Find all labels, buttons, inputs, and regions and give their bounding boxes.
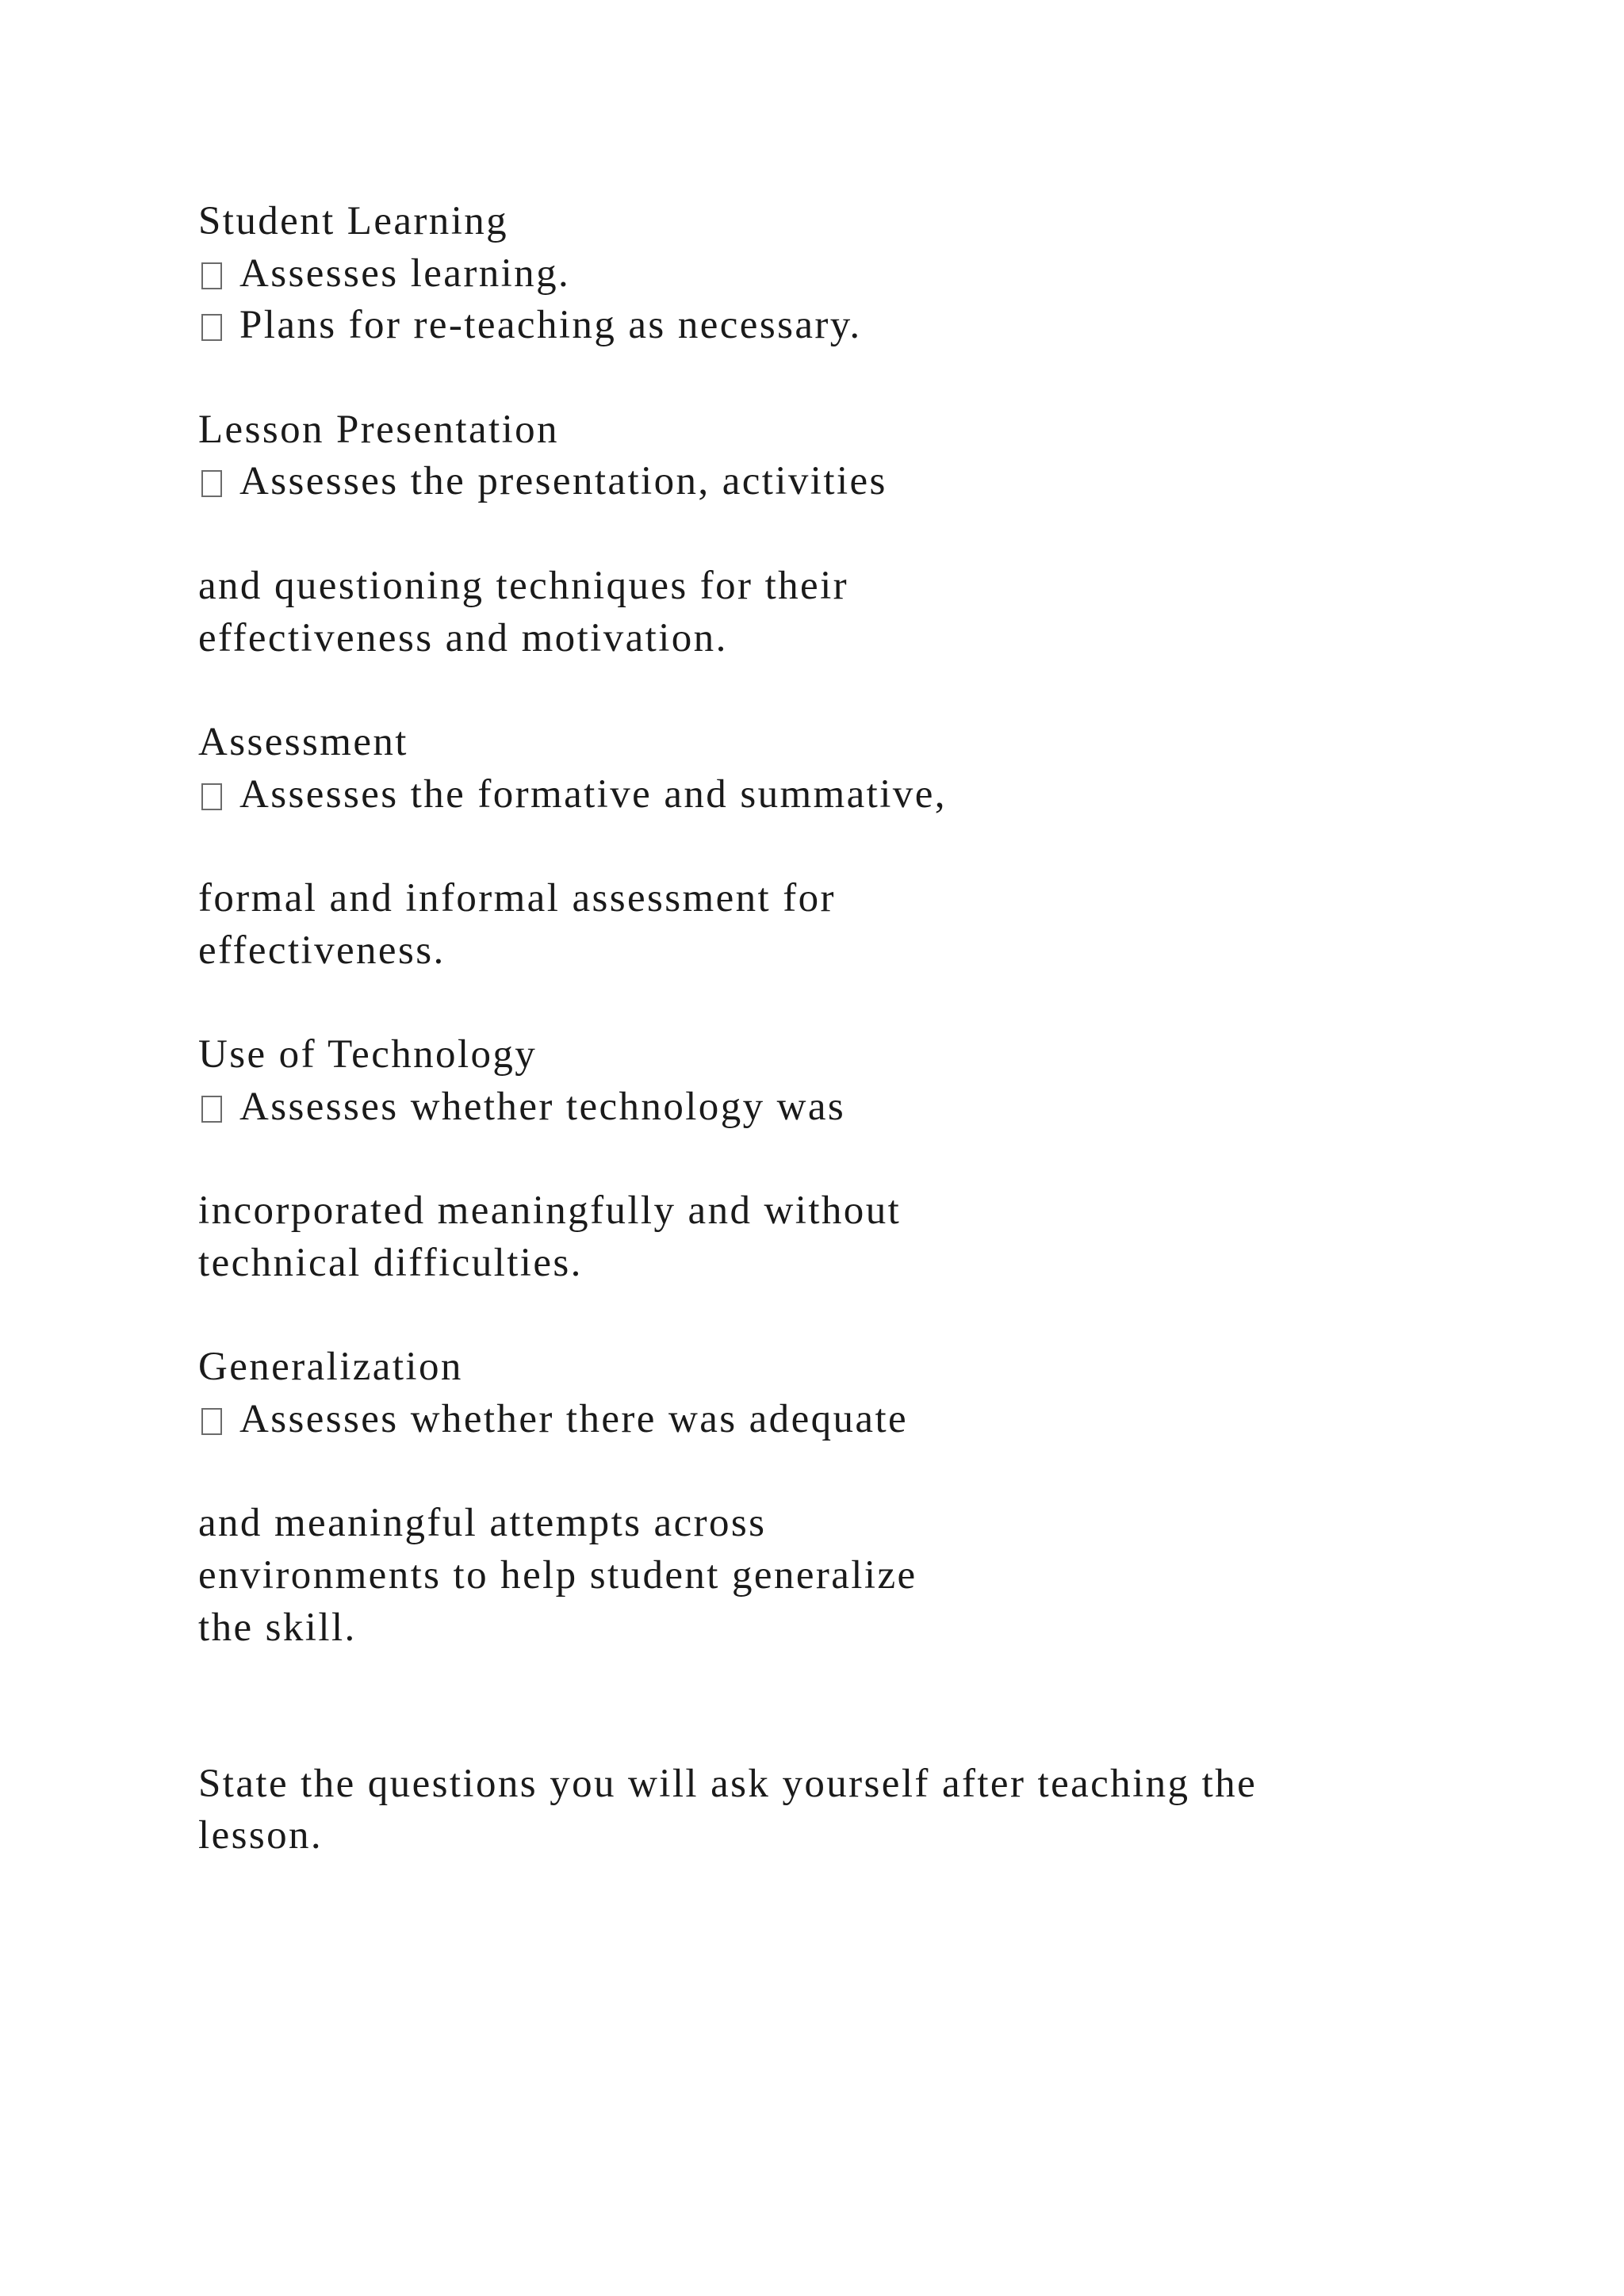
line-text: Student Learning <box>198 199 509 243</box>
document-body <box>198 196 1507 1862</box>
checkbox-icon <box>201 470 222 497</box>
checklist-item <box>198 456 1507 508</box>
checklist-item <box>198 769 1507 821</box>
line-text: Plans for re-teaching as necessary. <box>239 303 862 348</box>
line-text: Assesses whether there was adequate <box>239 1396 909 1441</box>
blank-line <box>198 1654 1507 1706</box>
blank-line <box>198 1446 1507 1498</box>
section-heading <box>198 1341 1507 1394</box>
checkbox-icon <box>201 1408 222 1435</box>
blank-line <box>198 977 1507 1029</box>
line-text: and meaningful attempts across <box>198 1501 767 1546</box>
text-line <box>198 1238 1507 1290</box>
text-line <box>198 613 1507 665</box>
blank-line <box>198 664 1507 717</box>
section-heading <box>198 717 1507 769</box>
text-line <box>198 1498 1507 1550</box>
line-text: Assessment <box>198 719 408 764</box>
line-text: incorporated meaningfully and without <box>198 1188 902 1234</box>
text-line <box>198 1602 1507 1655</box>
blank-line <box>198 821 1507 873</box>
text-line <box>198 1550 1507 1602</box>
line-text: and questioning techniques for their <box>198 563 849 608</box>
checkbox-icon <box>201 314 222 341</box>
text-line <box>198 925 1507 978</box>
line-text: Assesses whether technology was <box>239 1084 846 1129</box>
checkbox-icon <box>201 1096 222 1123</box>
line-text: technical difficulties. <box>198 1240 583 1285</box>
text-line <box>198 873 1507 925</box>
line-text: effectiveness and motivation. <box>198 615 728 660</box>
blank-line <box>198 1133 1507 1185</box>
checkbox-icon <box>201 262 222 289</box>
blank-line <box>198 1706 1507 1758</box>
line-text: Assesses the formative and summative, <box>239 771 947 817</box>
line-text: State the questions you will ask yourself after teaching the <box>198 1761 1258 1806</box>
line-text: the skill. <box>198 1605 357 1650</box>
checklist-item <box>198 1081 1507 1134</box>
line-text: effectiveness. <box>198 928 446 973</box>
blank-line <box>198 1289 1507 1341</box>
section-heading <box>198 404 1507 457</box>
checklist-item <box>198 1394 1507 1446</box>
checklist-item <box>198 248 1507 300</box>
text-line <box>198 561 1507 613</box>
blank-line <box>198 508 1507 561</box>
line-text: lesson. <box>198 1813 324 1858</box>
text-line <box>198 1810 1507 1862</box>
line-text: Generalization <box>198 1345 463 1390</box>
line-text: Assesses the presentation, activities <box>239 459 887 504</box>
section-heading <box>198 1029 1507 1081</box>
line-text: environments to help student generalize <box>198 1552 917 1598</box>
line-text: formal and informal assessment for <box>198 875 836 920</box>
checkbox-icon <box>201 783 222 810</box>
text-line <box>198 1758 1507 1811</box>
section-heading <box>198 196 1507 248</box>
line-text: Assesses learning. <box>239 251 571 296</box>
line-text: Use of Technology <box>198 1032 538 1077</box>
line-text: Lesson Presentation <box>198 407 559 452</box>
blank-line <box>198 352 1507 404</box>
text-line <box>198 1185 1507 1238</box>
checklist-item <box>198 300 1507 352</box>
